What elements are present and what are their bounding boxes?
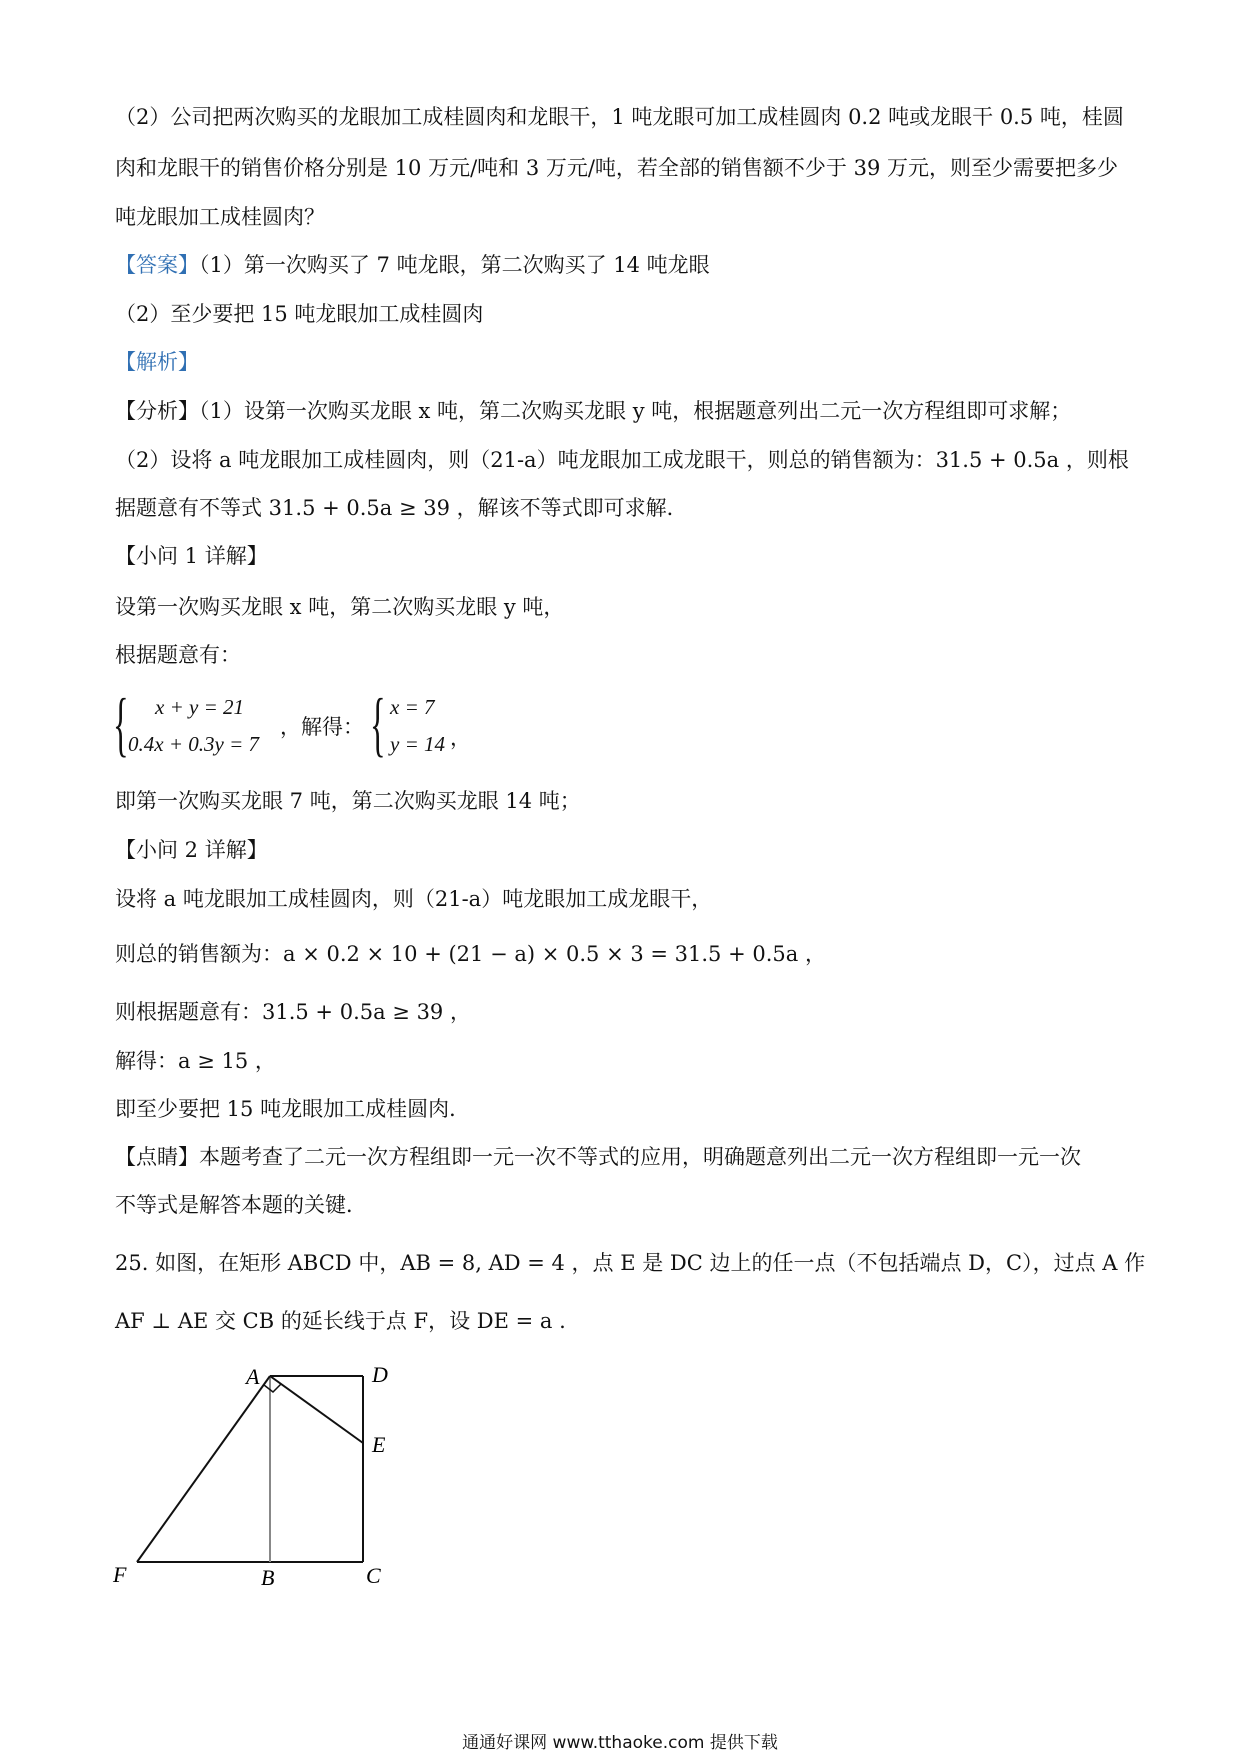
segment-af (137, 1376, 270, 1562)
answer-line-2: （2）至少要把 15 吨龙眼加工成桂圆肉 (115, 302, 484, 326)
label-e: E (372, 1432, 386, 1457)
question-25-line-2: AF ⊥ AE 交 CB 的延长线于点 F，设 DE = a . (115, 1309, 566, 1333)
fenxi-line-3: 据题意有不等式 31.5 + 0.5a ≥ 39 ，解该不等式即可求解． (115, 496, 688, 520)
sub2-line-1: 设将 a 吨龙眼加工成桂圆肉，则（21-a）吨龙眼加工成龙眼干， (115, 887, 713, 911)
brace-2: { (370, 684, 386, 764)
label-c: C (366, 1563, 381, 1588)
segment-ae (270, 1376, 363, 1443)
sub1-title: 【小问 1 详解】 (115, 544, 268, 568)
label-f: F (113, 1562, 127, 1587)
solve-label: ，解得： (280, 715, 364, 739)
fenxi-line-2: （2）设将 a 吨龙眼加工成桂圆肉，则（21-a）吨龙眼加工成龙眼干，则总的销售额为：31.5 + 0.5a ，则根 (115, 448, 1129, 472)
answer-tag: 【答案】 (115, 253, 199, 277)
brace-1: { (113, 684, 129, 764)
label-b: B (261, 1565, 275, 1590)
question-2-line-2: 肉和龙眼干的销售价格分别是 10 万元/吨和 3 万元/吨，若全部的销售额不少于 39 万元，则至少需要把多少 (115, 156, 1119, 180)
sub1-line-2: 根据题意有： (115, 643, 241, 667)
dianjing-line-2: 不等式是解答本题的关键． (115, 1193, 367, 1217)
sub2-line-5: 即至少要把 15 吨龙眼加工成桂圆肉． (115, 1097, 471, 1121)
right-angle-mark (264, 1384, 281, 1392)
question-2-line-3: 吨龙眼加工成桂圆肉？ (115, 205, 325, 229)
analysis-tag: 【解析】 (115, 350, 199, 374)
label-d: D (372, 1362, 388, 1387)
eq2-bottom: y = 14 (390, 732, 445, 756)
eq1-top: x + y = 21 (155, 695, 244, 719)
sub1-line-1: 设第一次购买龙眼 x 吨，第二次购买龙眼 y 吨， (115, 595, 565, 619)
sub2-line-3: 则根据题意有：31.5 + 0.5a ≥ 39 ， (115, 1000, 471, 1024)
question-25-line-1: 25. 如图，在矩形 ABCD 中，AB = 8, AD = 4 ，点 E 是 DC 边上的任一点（不包括端点 D，C），过点 A 作 (115, 1251, 1146, 1275)
question-2-line-1: （2）公司把两次购买的龙眼加工成桂圆肉和龙眼干，1 吨龙眼可加工成桂圆肉 0.2 吨或龙眼干 0.5 吨，桂圆 (115, 105, 1124, 129)
label-a: A (246, 1364, 260, 1389)
sub2-line-2: 则总的销售额为：a × 0.2 × 10 + (21 − a) × 0.5 × 3 = 31.5 + 0.5a ， (115, 942, 826, 966)
answer-text-1: （1）第一次购买了 7 吨龙眼，第二次购买了 14 吨龙眼 (199, 253, 710, 277)
eq2-end: ， (450, 726, 471, 750)
sub2-title: 【小问 2 详解】 (115, 838, 268, 862)
sub2-line-4: 解得：a ≥ 15 ， (115, 1049, 276, 1073)
fenxi-line-1: 【分析】（1）设第一次购买龙眼 x 吨，第二次购买龙眼 y 吨，根据题意列出二元一次方程组即可求解； (115, 399, 1072, 423)
eq2-top: x = 7 (390, 695, 435, 719)
eq1-bottom: 0.4x + 0.3y = 7 (128, 732, 259, 756)
footer-watermark: 通通好课网 www.tthaoke.com 提供下载 (462, 1733, 778, 1753)
sub1-conclusion: 即第一次购买龙眼 7 吨，第二次购买龙眼 14 吨； (115, 789, 581, 813)
dianjing-line-1: 【点睛】本题考查了二元一次方程组即一元一次不等式的应用，明确题意列出二元一次方程组即一元一次 (115, 1145, 1081, 1169)
